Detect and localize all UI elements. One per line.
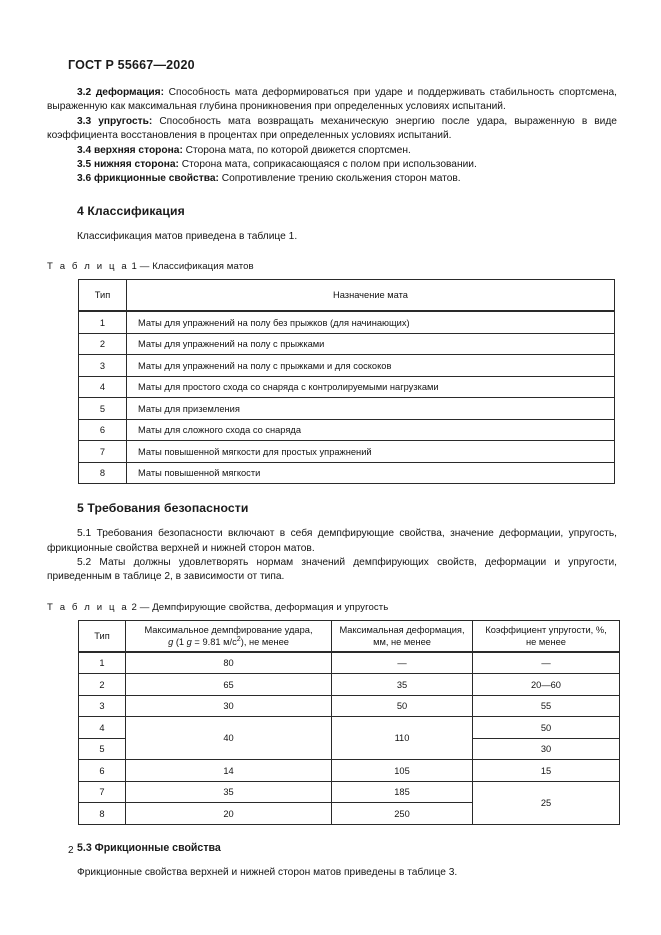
table-2-cell-elasticity-merged: 25 <box>473 781 620 824</box>
table-row <box>79 652 620 674</box>
table-2-cell-elasticity: — <box>473 652 620 674</box>
table-2-cell-type: 3 <box>79 695 126 717</box>
term-number-3-6: 3.6 <box>77 173 92 185</box>
table-2-body <box>79 652 620 825</box>
table-2-col-type: Тип <box>79 620 126 652</box>
term-entry-3-4 <box>47 144 617 158</box>
table-2-col-damping-symbol-1: g <box>168 636 174 647</box>
table-1-cell-purpose: Маты для упражнений на полу без прыжков (для начинающих) <box>127 311 615 333</box>
table-1-caption <box>47 261 617 272</box>
section-5-3-text: Фрикционные свойства верхней и нижней сторон матов приведены в таблице 3. <box>77 866 458 878</box>
table-2-cell-damping: 14 <box>126 760 332 782</box>
table-2-cell-type: 2 <box>79 674 126 696</box>
table-row <box>79 695 620 717</box>
table-1-cell-purpose: Маты повышенной мягкости <box>127 462 615 484</box>
table-2-col-elasticity-line1: Коэффициент упругости, %, <box>485 624 607 635</box>
page-content <box>47 86 617 880</box>
table-2-cell-type: 4 <box>79 717 126 739</box>
table-2-cell-type: 6 <box>79 760 126 782</box>
table-1-cell-purpose: Маты повышенной мягкости для простых упражнений <box>127 441 615 463</box>
section-4-intro: Классификация матов приведена в таблице 1. <box>77 230 298 242</box>
table-row <box>79 462 615 484</box>
term-entry-3-2 <box>47 86 617 115</box>
table-row <box>79 441 615 463</box>
section-heading-5-3: 5.3 Фрикционные свойства <box>77 841 221 854</box>
table-2-col-damping-symbol-2: g <box>186 636 192 647</box>
table-2-cell-damping: 65 <box>126 674 332 696</box>
table-1-caption-rest: 1 — Классификация матов <box>128 261 254 273</box>
page-number: 2 <box>68 845 74 856</box>
table-1-cell-type: 3 <box>79 355 127 377</box>
table-1-cell-purpose: Маты для приземления <box>127 398 615 420</box>
table-2-cell-elasticity: 55 <box>473 695 620 717</box>
table-2-cell-deformation: 35 <box>332 674 473 696</box>
standard-header: ГОСТ Р 55667—2020 <box>68 58 195 72</box>
table-2-cell-deformation-merged: 110 <box>332 717 473 760</box>
table-2-cell-elasticity: 30 <box>473 738 620 760</box>
term-label-3-6: фрикционные свойства: <box>94 173 219 185</box>
table-2-cell-type: 5 <box>79 738 126 760</box>
table-1-cell-type: 5 <box>79 398 127 420</box>
table-1-cell-type: 8 <box>79 462 127 484</box>
table-2-col-damping-line1: Максимальное демпфирование удара, <box>144 624 313 635</box>
table-1-cell-purpose: Маты для упражнений на полу с прыжками и для соскоков <box>127 355 615 377</box>
term-label-3-4: верхняя сторона: <box>94 144 183 156</box>
term-definition-3-4: Сторона мата, по которой движется спортсмен. <box>182 144 411 156</box>
section-5-paragraph-2: 5.2 Маты должны удовлетворять нормам значений демпфирующих свойств, деформации и упругости, приведенным в таблице 2, в зависимости от типа. <box>47 557 617 583</box>
table-2-cell-deformation: 185 <box>332 781 473 803</box>
table-row <box>79 376 615 398</box>
table-2-col-elasticity-line2: не менее <box>526 636 566 647</box>
table-2-caption <box>47 602 617 613</box>
table-2-col-elasticity <box>473 620 620 652</box>
table-2-cell-elasticity: 15 <box>473 760 620 782</box>
table-1-cell-type: 7 <box>79 441 127 463</box>
table-row <box>79 311 615 333</box>
section-heading-4: 4 Классификация <box>77 203 185 218</box>
table-2-col-damping-mid: (1 <box>173 636 187 647</box>
table-2-col-deformation <box>332 620 473 652</box>
term-definition-3-3: Способность мата возвращать механическую энергию после удара, выраженную в виде коэффициента восстановления в процентах при определенных условиях испытаний. <box>47 115 617 142</box>
table-2-caption-prefix: Т а б л и ц а <box>47 601 129 613</box>
table-row <box>79 419 615 441</box>
table-2-cell-elasticity: 50 <box>473 717 620 739</box>
table-2-cell-damping: 80 <box>126 652 332 674</box>
table-2-col-deformation-line1: Максимальная деформация, <box>339 624 465 635</box>
table-1-cell-type: 2 <box>79 333 127 355</box>
table-1-head <box>79 280 615 312</box>
term-label-3-2: деформация: <box>95 87 164 98</box>
table-2-cell-damping: 20 <box>126 803 332 825</box>
table-classification <box>78 279 615 484</box>
table-2-cell-deformation: 250 <box>332 803 473 825</box>
table-2-cell-type: 7 <box>79 781 126 803</box>
table-2-col-deformation-line2: мм, не менее <box>373 636 431 647</box>
table-row <box>79 398 615 420</box>
table-1-cell-type: 6 <box>79 419 127 441</box>
table-1-col-type: Тип <box>79 280 127 312</box>
table-2-cell-type: 1 <box>79 652 126 674</box>
term-number-3-2: 3.2 <box>77 87 92 98</box>
term-entry-3-5 <box>47 158 617 172</box>
table-1-cell-type: 4 <box>79 376 127 398</box>
table-2-cell-elasticity: 20—60 <box>473 674 620 696</box>
table-1-col-purpose: Назначение мата <box>127 280 615 312</box>
table-2-col-damping <box>126 620 332 652</box>
table-2-header-row <box>79 620 620 652</box>
table-2-col-damping-formula: = 9.81 м/с <box>191 636 237 647</box>
table-1-caption-prefix: Т а б л и ц а <box>47 261 129 273</box>
table-1-header-row <box>79 280 615 312</box>
table-2-cell-deformation: — <box>332 652 473 674</box>
term-definition-3-2: Способность мата деформироваться при ударе и поддерживать стабильность спортсмена, выраженную как максимальная глубина проникновения при определенных условиях испытаний. <box>47 87 617 113</box>
term-number-3-4: 3.4 <box>77 144 92 156</box>
term-entry-3-3 <box>47 115 617 144</box>
table-2-caption-rest: 2 — Демпфирующие свойства, деформация и упругость <box>128 601 389 613</box>
table-2-col-damping-end: ), не менее <box>240 636 289 647</box>
term-definition-3-6: Сопротивление трению скольжения сторон матов. <box>218 173 461 185</box>
section-5-paragraph-1: 5.1 Требования безопасности включают в себя демпфирующие свойства, значение деформации, упругость, фрикционные свойства верхней и нижней сторон матов. <box>47 528 617 554</box>
table-2-cell-damping: 35 <box>126 781 332 803</box>
table-1-body <box>79 311 615 484</box>
section-heading-5: 5 Требования безопасности <box>77 501 249 516</box>
table-1-cell-type: 1 <box>79 311 127 333</box>
table-row <box>79 781 620 803</box>
table-2-cell-type: 8 <box>79 803 126 825</box>
table-row <box>79 355 615 377</box>
table-2-cell-deformation: 50 <box>332 695 473 717</box>
table-damping-properties <box>78 620 620 825</box>
table-row <box>79 333 615 355</box>
table-2-cell-damping-merged: 40 <box>126 717 332 760</box>
table-1-cell-purpose: Маты для простого схода со снаряда с контролируемыми нагрузками <box>127 376 615 398</box>
term-label-3-3: упругость: <box>98 115 153 127</box>
table-row <box>79 674 620 696</box>
term-label-3-5: нижняя сторона: <box>94 159 179 171</box>
table-2-col-damping-superscript: 2 <box>236 633 241 643</box>
table-1-cell-purpose: Маты для сложного схода со снаряда <box>127 419 615 441</box>
table-row <box>79 717 620 739</box>
term-definition-3-5: Сторона мата, соприкасающаяся с полом при использовании. <box>178 159 477 171</box>
table-2-cell-deformation: 105 <box>332 760 473 782</box>
term-number-3-3: 3.3 <box>77 115 92 127</box>
table-2-head <box>79 620 620 652</box>
term-entry-3-6 <box>47 172 617 186</box>
table-1-cell-purpose: Маты для упражнений на полу с прыжками <box>127 333 615 355</box>
term-number-3-5: 3.5 <box>77 159 92 171</box>
table-row <box>79 760 620 782</box>
table-2-cell-damping: 30 <box>126 695 332 717</box>
